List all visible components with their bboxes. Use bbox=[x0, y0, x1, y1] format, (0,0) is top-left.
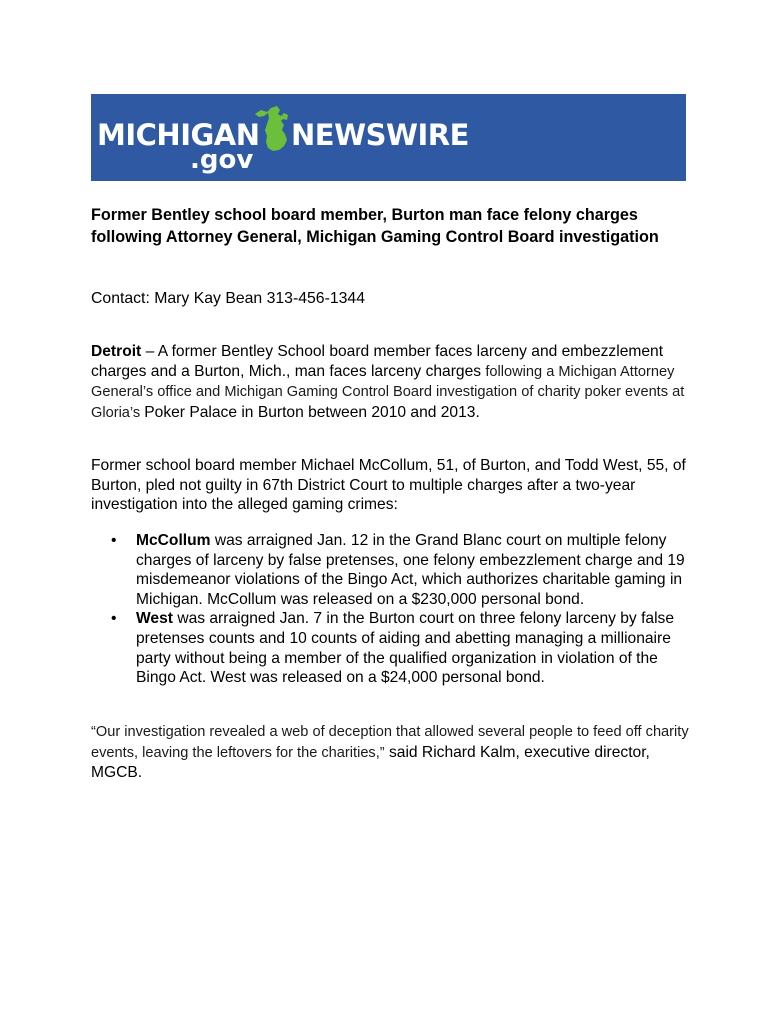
bullet-name: McCollum bbox=[136, 532, 211, 549]
lead-paragraph bbox=[91, 342, 691, 423]
bullet-text: was arraigned Jan. 7 in the Burton court on three felony larceny by false pretenses counts and 10 counts of aiding and abetting managing a millionaire party without being a member of the qualified organization in violation of the Bingo Act. West was released on a $24,000 personal bond. bbox=[136, 610, 675, 687]
contact-line: Contact: Mary Kay Bean 313-456-1344 bbox=[91, 290, 365, 307]
dateline: Detroit bbox=[91, 343, 142, 360]
bullet-marker: • bbox=[111, 610, 117, 628]
lead-text-c: Poker Palace in Burton between 2010 and 2013. bbox=[144, 403, 480, 421]
lead-text-a: – A former Bentley School board member faces larceny and embezzlement charges and a Burton, Mich., man faces larceny charges bbox=[91, 343, 664, 380]
second-paragraph: Former school board member Michael McCollum, 51, of Burton, and Todd West, 55, of Burton, pled not guilty in 67th District Court to multiple charges after a two-year investigation into the alleged gaming crimes: bbox=[91, 457, 686, 514]
banner-newswire-text: NEWSWIRE bbox=[291, 118, 469, 152]
list-item-mccollum bbox=[91, 531, 691, 609]
headline: Former Bentley school board member, Burton man face felony charges following Attorney General, Michigan Gaming Control Board investigation bbox=[91, 206, 659, 246]
bullet-marker: • bbox=[111, 532, 117, 549]
bullet-name: West bbox=[136, 610, 173, 628]
quote-paragraph bbox=[91, 722, 691, 783]
list-item-west bbox=[91, 609, 691, 687]
newswire-banner bbox=[91, 94, 686, 181]
lead-text-b: following a Michigan Attorney General’s office and Michigan Gaming Control Board investigation of charity poker events at Gloria’s bbox=[91, 363, 685, 421]
banner-gov-text: .gov bbox=[190, 145, 254, 175]
charges-list bbox=[91, 531, 691, 688]
quote-attribution: said Richard Kalm, executive director, MGCB. bbox=[91, 743, 650, 782]
banner-michigan-text: MICHIGAN bbox=[97, 118, 260, 152]
quote-text: “Our investigation revealed a web of deception that allowed several people to feed off charity events, leaving the leftovers for the charities,” bbox=[91, 724, 689, 761]
bullet-text: was arraigned Jan. 12 in the Grand Blanc court on multiple felony charges of larceny by false pretenses, one felony embezzlement charge and 19 misdemeanor violations of the Bingo Act, which authorizes charitable gaming in Michigan. McCollum was released on a $230,000 personal bond. bbox=[136, 532, 685, 608]
michigan-state-icon bbox=[251, 104, 295, 154]
